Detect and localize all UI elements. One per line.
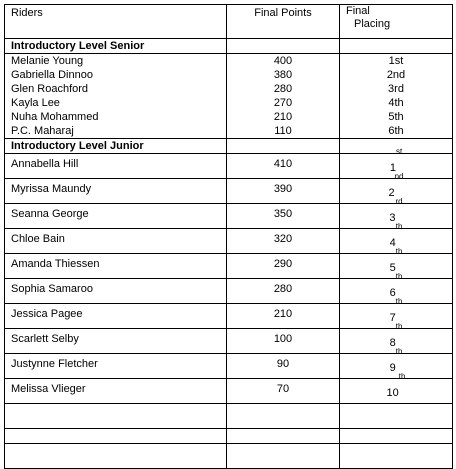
rider-points: 390	[227, 179, 340, 204]
rider-points: 100	[227, 329, 340, 354]
rider-points: 210	[227, 110, 340, 124]
junior-rider-row	[5, 379, 453, 404]
rider-placing: 5th	[340, 110, 453, 124]
junior-rider-row	[5, 279, 453, 304]
rider-points: 280	[227, 82, 340, 96]
placing-suffix: th	[395, 247, 403, 256]
rider-name: Gabriella Dinnoo	[5, 68, 227, 82]
junior-rider-row	[5, 204, 453, 229]
rider-placing	[340, 372, 453, 404]
rider-placing: 1st	[340, 54, 453, 69]
senior-rider-row	[5, 110, 453, 124]
rider-points: 210	[227, 304, 340, 329]
rider-name: Nuha Mohammed	[5, 110, 227, 124]
senior-rider-row	[5, 68, 453, 82]
rider-points: 270	[227, 96, 340, 110]
rider-name: Glen Roachford	[5, 82, 227, 96]
senior-section-row	[5, 39, 453, 54]
placing-number: 7	[389, 312, 396, 324]
rider-points: 90	[227, 354, 340, 379]
rider-points: 290	[227, 254, 340, 279]
placing-number: 1	[389, 162, 396, 174]
rider-name: Kayla Lee	[5, 96, 227, 110]
junior-rider-row	[5, 179, 453, 204]
empty-row	[5, 444, 453, 469]
riders-header: Riders	[5, 5, 227, 39]
junior-rider-row	[5, 254, 453, 279]
rider-placing	[340, 347, 453, 379]
placing-number: 10	[386, 387, 399, 399]
rider-points: 280	[227, 279, 340, 304]
rider-name: Scarlett Selby	[5, 329, 227, 354]
rider-points: 350	[227, 204, 340, 229]
rider-name: Sophia Samaroo	[5, 279, 227, 304]
placing-suffix: st	[395, 147, 403, 156]
placing-suffix: th	[398, 372, 406, 381]
header-row	[5, 5, 453, 39]
placing-number: 4	[389, 237, 396, 249]
senior-rider-row	[5, 124, 453, 139]
placing-suffix: th	[395, 297, 403, 306]
empty-row	[5, 429, 453, 444]
junior-rider-row	[5, 304, 453, 329]
rider-placing: 6th	[340, 124, 453, 139]
placing-suffix: th	[395, 322, 403, 331]
rider-points: 410	[227, 154, 340, 179]
rider-name: P.C. Maharaj	[5, 124, 227, 139]
senior-rider-row	[5, 54, 453, 69]
placing-number: 2	[388, 187, 395, 199]
rider-points: 110	[227, 124, 340, 139]
rider-name: Justynne Fletcher	[5, 354, 227, 379]
points-header: Final Points	[227, 5, 340, 39]
rider-placing: 4th	[340, 96, 453, 110]
placing-number: 9	[389, 362, 396, 374]
junior-rider-row	[5, 354, 453, 379]
rider-name: Melanie Young	[5, 54, 227, 69]
placing-number: 6	[389, 287, 396, 299]
rider-name: Melissa Vlieger	[5, 379, 227, 404]
rider-points: 320	[227, 229, 340, 254]
placing-suffix: rd	[395, 197, 403, 206]
rider-name: Amanda Thiessen	[5, 254, 227, 279]
senior-section-title: Introductory Level Senior	[5, 39, 227, 54]
rider-name: Chloe Bain	[5, 229, 227, 254]
rider-name: Annabella Hill	[5, 154, 227, 179]
placing-header	[340, 5, 453, 39]
placing-number: 3	[389, 212, 396, 224]
placing-suffix: th	[395, 222, 403, 231]
rider-placing: 2nd	[340, 68, 453, 82]
senior-rider-row	[5, 96, 453, 110]
placing-suffix: th	[395, 272, 403, 281]
results-table	[4, 4, 453, 469]
junior-rider-row	[5, 329, 453, 354]
rider-name: Jessica Pagee	[5, 304, 227, 329]
junior-rider-row	[5, 229, 453, 254]
rider-name: Seanna George	[5, 204, 227, 229]
junior-section-row	[5, 139, 453, 154]
placing-suffix: th	[395, 347, 403, 356]
placing-number: 5	[389, 262, 396, 274]
rider-name: Myrissa Maundy	[5, 179, 227, 204]
placing-header-line1: Final	[346, 5, 370, 17]
junior-section-title: Introductory Level Junior	[5, 139, 227, 154]
empty-row	[5, 404, 453, 429]
placing-number: 8	[389, 337, 396, 349]
placing-suffix: nd	[394, 172, 404, 181]
placing-header-line2: Placing	[354, 18, 391, 30]
rider-placing: 3rd	[340, 82, 453, 96]
rider-points: 70	[227, 379, 340, 404]
senior-rider-row	[5, 82, 453, 96]
rider-points: 380	[227, 68, 340, 82]
junior-rider-row	[5, 154, 453, 179]
rider-points: 400	[227, 54, 340, 69]
